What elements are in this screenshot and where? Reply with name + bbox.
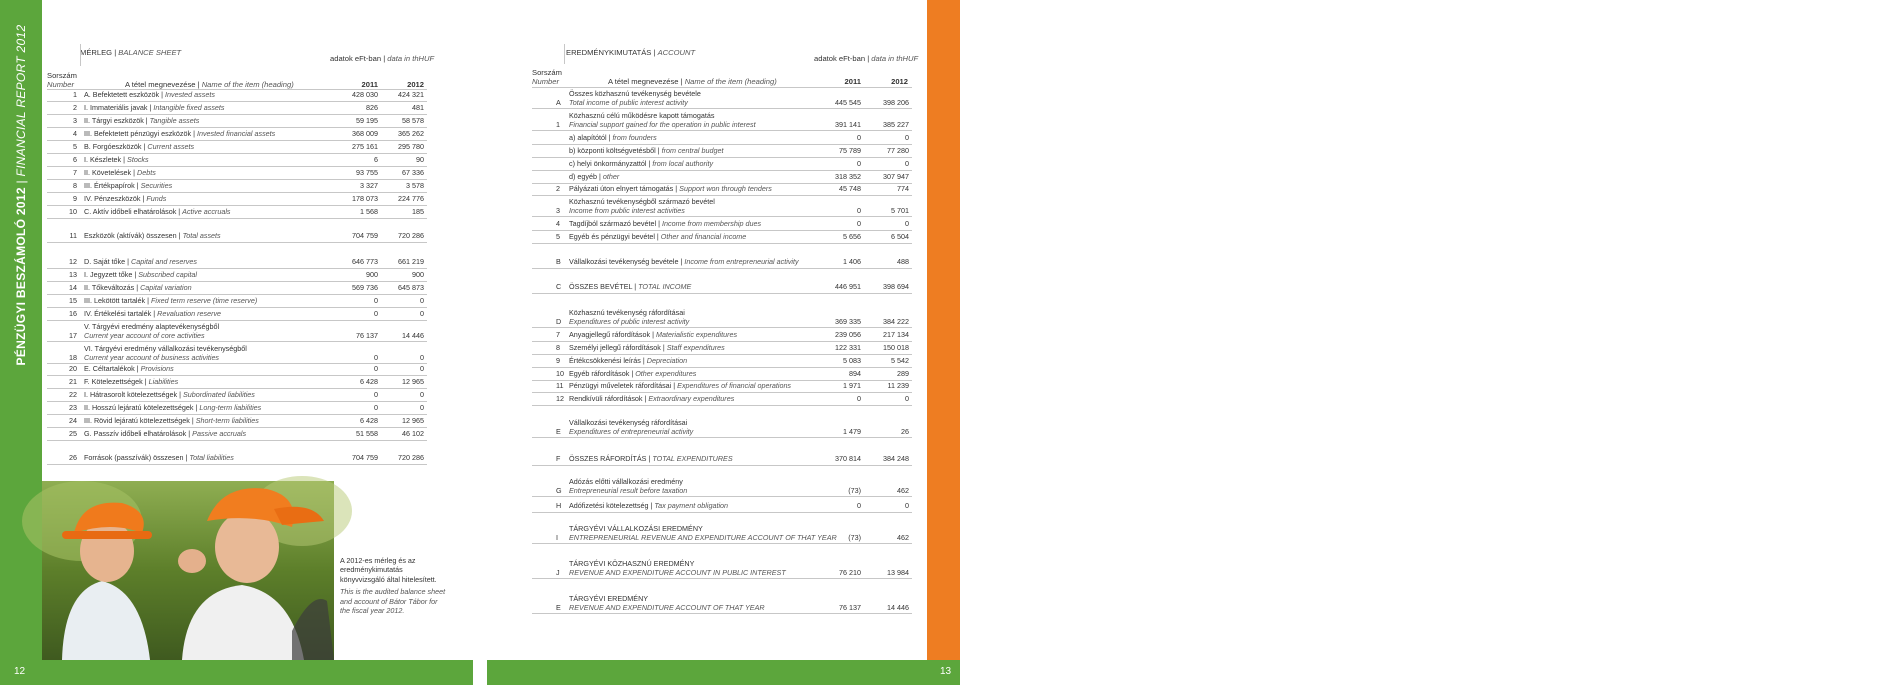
row-divider [532, 216, 912, 217]
photo-caption [340, 556, 448, 618]
balance-value-2012: 661 219 [398, 257, 424, 266]
balance-row-label: D. Saját tőke | Capital and reserves [84, 257, 197, 266]
income-value-2011: 369 335 [835, 317, 861, 326]
balance-row-label: V. Tárgyévi eredmény alaptevékenységből [84, 322, 220, 331]
income-row-label: Tagdíjból származó bevétel | Income from membership dues [569, 219, 762, 228]
row-divider [532, 543, 912, 544]
row-divider [47, 440, 427, 441]
row-divider [47, 101, 427, 102]
row-divider [47, 114, 427, 115]
balance-row-number: 2 [73, 103, 77, 112]
income-value-2012: 384 222 [883, 317, 909, 326]
income-row-label: d) egyéb | other [569, 172, 620, 181]
balance-row-label: IV. Pénzeszközök | Funds [84, 194, 167, 203]
balance-value-2012: 0 [420, 296, 424, 305]
balance-value-2012: 90 [416, 155, 424, 164]
income-value-2011: 0 [857, 501, 861, 510]
page-number-left: 12 [14, 666, 26, 677]
balance-value-2011: 0 [374, 309, 378, 318]
balance-row-label: III. Befektetett pénzügyi eszközök | Invested financial assets [84, 129, 276, 138]
balance-value-2011: 0 [374, 296, 378, 305]
balance-row-number: 12 [69, 257, 77, 266]
row-divider [47, 166, 427, 167]
income-row-label: Anyagjellegű ráfordítások | Materialistic expenditures [569, 330, 738, 339]
income-col-item: A tétel megnevezése | Name of the item (heading) [608, 77, 777, 86]
balance-row-label: II. Tőkeváltozás | Capital variation [84, 283, 192, 292]
income-row-label-en: ENTREPRENEURIAL REVENUE AND EXPENDITURE ACCOUNT OF THAT YEAR [569, 533, 837, 542]
balance-value-2012: 424 321 [398, 90, 424, 99]
income-value-2011: 122 331 [835, 343, 861, 352]
row-divider [532, 578, 912, 579]
footer-bar-left [0, 660, 473, 685]
income-value-2011: 0 [857, 219, 861, 228]
income-value-2011: 0 [857, 394, 861, 403]
balance-value-2011: 275 161 [352, 142, 378, 151]
balance-row-number: 4 [73, 129, 77, 138]
balance-row-number: 17 [69, 331, 77, 340]
income-value-2011: (73) [848, 486, 861, 495]
income-row-label-en: REVENUE AND EXPENDITURE ACCOUNT OF THAT YEAR [569, 603, 765, 612]
balance-value-2012: 14 446 [402, 331, 424, 340]
income-value-2012: 307 947 [883, 172, 909, 181]
balance-col-2011: 2011 [361, 80, 378, 89]
income-value-2011: 445 545 [835, 98, 861, 107]
income-value-2011: 370 814 [835, 454, 861, 463]
income-row-label: Rendkívüli ráfordítások | Extraordinary expenditures [569, 394, 735, 403]
balance-row-label: F. Kötelezettségek | Liabilities [84, 377, 179, 386]
income-value-2012: 462 [897, 486, 909, 495]
income-value-2011: 894 [849, 369, 861, 378]
balance-value-2011: 569 736 [352, 283, 378, 292]
income-value-2012: 0 [905, 133, 909, 142]
balance-value-2012: 0 [420, 390, 424, 399]
left-sidebar [0, 0, 42, 685]
income-unit: adatok eFt-ban | data in thHUF [814, 54, 919, 63]
income-value-2012: 385 227 [883, 120, 909, 129]
income-value-2011: (73) [848, 533, 861, 542]
income-value-2012: 462 [897, 533, 909, 542]
balance-value-2011: 51 558 [356, 429, 378, 438]
income-row-label: Adózás előtti vállalkozási eredmény [569, 477, 683, 486]
balance-row-number: 25 [69, 429, 77, 438]
footer-bar-right [487, 660, 960, 685]
income-row-label: Pénzügyi műveletek ráfordításai | Expenditures of financial operations [569, 381, 792, 390]
income-col-number: Sorszám [532, 68, 562, 77]
balance-row-label: III. Értékpapírok | Securities [84, 181, 173, 190]
income-value-2011: 391 141 [835, 120, 861, 129]
row-divider [532, 130, 912, 131]
row-divider [47, 281, 427, 282]
row-divider [47, 153, 427, 154]
income-value-2012: 217 134 [883, 330, 909, 339]
balance-row-label: II. Követelések | Debts [84, 168, 156, 177]
balance-row-number: 6 [73, 155, 77, 164]
row-divider [47, 401, 427, 402]
income-row-label: a) alapítótól | from founders [569, 133, 657, 142]
balance-row-label: II. Tárgyi eszközök | Tangible assets [84, 116, 200, 125]
income-value-2012: 488 [897, 257, 909, 266]
balance-value-2012: 720 286 [398, 231, 424, 240]
income-row-label: Vállalkozási tevékenység ráfordításai [569, 418, 688, 427]
balance-title: MÉRLEG | BALANCE SHEET [80, 48, 182, 57]
balance-row-label-en: Current year account of core activities [84, 331, 205, 340]
balance-row-number: 14 [69, 283, 77, 292]
balance-row-label: VI. Tárgyévi eredmény vállalkozási tevékenységből [84, 344, 247, 353]
balance-value-2012: 0 [420, 353, 424, 362]
balance-row-number: 21 [69, 377, 77, 386]
income-row-label: Közhasznú tevékenységből származó bevétel [569, 197, 715, 206]
right-sidebar [927, 0, 1877, 685]
row-divider [532, 613, 912, 614]
income-row-label: ÖSSZES BEVÉTEL | TOTAL INCOME [569, 282, 692, 291]
balance-value-2012: 12 965 [402, 377, 424, 386]
row-divider [47, 307, 427, 308]
income-value-2011: 76 137 [839, 603, 861, 612]
row-divider [47, 205, 427, 206]
row-divider [47, 140, 427, 141]
balance-row-number: 16 [69, 309, 77, 318]
balance-row-number: 10 [69, 207, 77, 216]
income-value-2011: 76 210 [839, 568, 861, 577]
income-row-label: c) helyi önkormányzattól | from local authority [569, 159, 714, 168]
income-row-label: TÁRGYÉVI VÁLLALKOZÁSI EREDMÉNY [569, 524, 703, 533]
balance-row-label: II. Hosszú lejáratú kötelezettségek | Long-term liabilities [84, 403, 262, 412]
income-title: EREDMÉNYKIMUTATÁS | ACCOUNT [566, 48, 696, 57]
income-row-number: A [556, 98, 561, 107]
balance-row-label: I. Hátrasorolt kötelezettségek | Subordinated liabilities [84, 390, 255, 399]
photo-children [42, 481, 334, 660]
balance-value-2011: 6 [374, 155, 378, 164]
balance-row-label: Források (passzívák) összesen | Total liabilities [84, 453, 234, 462]
row-divider [47, 268, 427, 269]
balance-row-number: 7 [73, 168, 77, 177]
row-divider [532, 144, 912, 145]
row-divider [47, 127, 427, 128]
balance-row-label: B. Forgóeszközök | Current assets [84, 142, 195, 151]
income-row-label: Közhasznú célú működésre kapott támogatás [569, 111, 715, 120]
income-row-number: G [556, 486, 562, 495]
income-row-label: Értékcsökkenési leírás | Depreciation [569, 356, 688, 365]
row-divider [532, 367, 912, 368]
balance-row-number: 22 [69, 390, 77, 399]
income-row-number: C [556, 282, 562, 291]
income-row-label: Egyéb ráfordítások | Other expenditures [569, 369, 697, 378]
income-row-label: Egyéb és pénzügyi bevétel | Other and financial income [569, 232, 747, 241]
income-col-2012: 2012 [891, 77, 908, 86]
balance-col-number: Sorszám [47, 71, 77, 80]
balance-col-2012: 2012 [407, 80, 424, 89]
row-divider [532, 243, 912, 244]
balance-row-label: G. Passzív időbeli elhatárolások | Passive accruals [84, 429, 247, 438]
balance-value-2012: 224 776 [398, 194, 424, 203]
balance-row-label: C. Aktív időbeli elhatárolások | Active accruals [84, 207, 231, 216]
balance-row-number: 3 [73, 116, 77, 125]
balance-value-2012: 12 965 [402, 416, 424, 425]
income-value-2012: 289 [897, 369, 909, 378]
row-divider [532, 341, 912, 342]
income-row-label: Pályázati úton elnyert támogatás | Support won through tenders [569, 184, 772, 193]
income-value-2012: 5 701 [891, 206, 909, 215]
balance-value-2012: 481 [412, 103, 424, 112]
income-row-number: 3 [556, 206, 560, 215]
row-divider [532, 293, 912, 294]
balance-value-2011: 0 [374, 364, 378, 373]
income-row-label-en: Income from public interest activities [569, 206, 685, 215]
income-value-2011: 239 056 [835, 330, 861, 339]
row-divider [532, 465, 912, 466]
income-row-number: H [556, 501, 562, 510]
balance-col-number-en: Number [47, 80, 75, 89]
row-divider [47, 464, 427, 465]
income-row-number: 1 [556, 120, 560, 129]
income-value-2012: 6 504 [891, 232, 909, 241]
income-row-label: Összes közhasznú tevékenység bevétele [569, 89, 701, 98]
income-row-number: B [556, 257, 561, 266]
balance-unit: adatok eFt-ban | data in thHUF [330, 54, 435, 63]
row-divider [47, 320, 427, 321]
balance-row-label: I. Immateriális javak | Intangible fixed assets [84, 103, 225, 112]
balance-row-number: 13 [69, 270, 77, 279]
balance-row-label: A. Befektetett eszközök | Invested assets [84, 90, 215, 99]
balance-value-2011: 3 327 [360, 181, 378, 190]
balance-row-label: III. Rövid lejáratú kötelezettségek | Short-term liabilities [84, 416, 259, 425]
row-divider [532, 354, 912, 355]
balance-value-2012: 46 102 [402, 429, 424, 438]
income-row-number: 8 [556, 343, 560, 352]
row-divider [47, 294, 427, 295]
income-value-2012: 774 [897, 184, 909, 193]
income-row-label-en: Financial support gained for the operation in public interest [569, 120, 756, 129]
income-row-number: 11 [556, 381, 564, 390]
income-value-2011: 446 951 [835, 282, 861, 291]
balance-row-number: 20 [69, 364, 77, 373]
balance-value-2011: 428 030 [352, 90, 378, 99]
row-divider [532, 496, 912, 497]
income-value-2011: 45 748 [839, 184, 861, 193]
income-row-number: F [556, 454, 561, 463]
income-row-label: ÖSSZES RÁFORDÍTÁS | TOTAL EXPENDITURES [569, 454, 733, 463]
row-divider [532, 157, 912, 158]
income-row-number: 12 [556, 394, 564, 403]
row-divider [532, 108, 912, 109]
row-divider [47, 388, 427, 389]
income-value-2012: 0 [905, 394, 909, 403]
income-row-number: 10 [556, 369, 564, 378]
page-number-right: 13 [940, 666, 952, 677]
income-row-number: I [556, 533, 558, 542]
income-value-2012: 13 984 [887, 568, 909, 577]
income-row-label-en: Entrepreneurial result before taxation [569, 486, 688, 495]
balance-value-2012: 67 336 [402, 168, 424, 177]
income-row-label: Vállalkozási tevékenység bevétele | Income from entrepreneurial activity [569, 257, 799, 266]
balance-value-2011: 6 428 [360, 416, 378, 425]
balance-value-2011: 0 [374, 403, 378, 412]
balance-value-2012: 365 262 [398, 129, 424, 138]
balance-row-number: 18 [69, 353, 77, 362]
income-row-number: E [556, 603, 561, 612]
caption-en: This is the audited balance sheet and account of Bátor Tábor for the fiscal year 2012. [340, 587, 446, 616]
balance-col-item: A tétel megnevezése | Name of the item (heading) [125, 80, 294, 89]
balance-value-2012: 900 [412, 270, 424, 279]
balance-value-2011: 93 755 [356, 168, 378, 177]
balance-value-2011: 704 759 [352, 231, 378, 240]
balance-value-2012: 0 [420, 309, 424, 318]
balance-row-label: Eszközök (aktívák) összesen | Total assets [84, 231, 221, 240]
income-row-number: 5 [556, 232, 560, 241]
row-divider [532, 437, 912, 438]
balance-value-2011: 900 [366, 270, 378, 279]
row-divider [47, 179, 427, 180]
balance-value-2012: 645 873 [398, 283, 424, 292]
row-divider [532, 195, 912, 196]
income-row-label: b) központi költségvetésből | from central budget [569, 146, 724, 155]
row-divider [47, 242, 427, 243]
income-col-2011: 2011 [844, 77, 861, 86]
income-value-2011: 5 083 [843, 356, 861, 365]
right-sidebar-title: PÉNZÜGYI BESZÁMOLÓ 2012 | FINANCIAL REPORT 2012 [1863, 44, 1877, 386]
income-row-label-en: Total income of public interest activity [569, 98, 688, 107]
balance-value-2012: 185 [412, 207, 424, 216]
income-value-2012: 150 018 [883, 343, 909, 352]
income-row-number: J [556, 568, 560, 577]
balance-value-2012: 720 286 [398, 453, 424, 462]
balance-value-2011: 6 428 [360, 377, 378, 386]
balance-row-label: IV. Értékelési tartalék | Revaluation reserve [84, 309, 222, 318]
balance-row-number: 23 [69, 403, 77, 412]
balance-row-number: 1 [73, 90, 77, 99]
income-value-2012: 77 280 [887, 146, 909, 155]
balance-value-2012: 58 578 [402, 116, 424, 125]
balance-value-2011: 704 759 [352, 453, 378, 462]
income-value-2011: 0 [857, 206, 861, 215]
balance-row-number: 8 [73, 181, 77, 190]
balance-value-2011: 1 568 [360, 207, 378, 216]
income-value-2012: 14 446 [887, 603, 909, 612]
left-sidebar-title: PÉNZÜGYI BESZÁMOLÓ 2012 | FINANCIAL REPORT 2012 [14, 24, 28, 366]
income-value-2011: 5 656 [843, 232, 861, 241]
balance-value-2011: 646 773 [352, 257, 378, 266]
balance-value-2012: 0 [420, 403, 424, 412]
income-value-2011: 1 971 [843, 381, 861, 390]
income-value-2011: 318 352 [835, 172, 861, 181]
balance-value-2011: 59 195 [356, 116, 378, 125]
row-divider [532, 392, 912, 393]
income-value-2012: 0 [905, 159, 909, 168]
row-divider [47, 414, 427, 415]
balance-row-number: 26 [69, 453, 77, 462]
income-row-number: E [556, 427, 561, 436]
row-divider [532, 327, 912, 328]
income-row-label-en: Expenditures of entrepreneurial activity [569, 427, 694, 436]
balance-value-2011: 178 073 [352, 194, 378, 203]
balance-value-2011: 826 [366, 103, 378, 112]
income-row-number: 7 [556, 330, 560, 339]
balance-row-label: III. Lekötött tartalék | Fixed term reserve (time reserve) [84, 296, 258, 305]
balance-row-number: 15 [69, 296, 77, 305]
row-divider [47, 192, 427, 193]
income-row-label-en: REVENUE AND EXPENDITURE ACCOUNT IN PUBLIC INTEREST [569, 568, 786, 577]
income-row-label: Közhasznú tevékenység ráfordításai [569, 308, 685, 317]
income-row-label: Személyi jellegű ráfordítások | Staff expenditures [569, 343, 725, 352]
income-value-2012: 0 [905, 219, 909, 228]
income-row-number: 2 [556, 184, 560, 193]
balance-row-number: 11 [69, 231, 77, 240]
balance-row-number: 5 [73, 142, 77, 151]
income-value-2011: 1 406 [843, 257, 861, 266]
row-divider [47, 375, 427, 376]
balance-value-2011: 368 009 [352, 129, 378, 138]
row-divider [47, 341, 427, 342]
balance-value-2011: 0 [374, 390, 378, 399]
balance-value-2011: 76 137 [356, 331, 378, 340]
income-row-number: 9 [556, 356, 560, 365]
income-row-label: Adófizetési kötelezettség | Tax payment obligation [569, 501, 729, 510]
balance-row-label: E. Céltartalékok | Provisions [84, 364, 174, 373]
balance-value-2012: 0 [420, 364, 424, 373]
balance-value-2011: 0 [374, 353, 378, 362]
row-divider [532, 170, 912, 171]
income-value-2011: 75 789 [839, 146, 861, 155]
income-value-2012: 26 [901, 427, 909, 436]
income-row-label: TÁRGYÉVI KÖZHASZNÚ EREDMÉNY [569, 559, 695, 568]
income-row-number: D [556, 317, 562, 326]
income-value-2011: 1 479 [843, 427, 861, 436]
balance-row-label: I. Jegyzett tőke | Subscribed capital [84, 270, 197, 279]
income-value-2012: 384 248 [883, 454, 909, 463]
balance-row-number: 9 [73, 194, 77, 203]
income-value-2012: 11 239 [887, 381, 909, 390]
balance-row-label: I. Készletek | Stocks [84, 155, 149, 164]
income-row-label: TÁRGYÉVI EREDMÉNY [569, 594, 649, 603]
income-row-number: 4 [556, 219, 560, 228]
row-divider [47, 218, 427, 219]
row-divider [532, 268, 912, 269]
income-col-number-en: Number [532, 77, 560, 86]
income-value-2012: 398 694 [883, 282, 909, 291]
income-value-2012: 0 [905, 501, 909, 510]
balance-row-label-en: Current year account of business activities [84, 353, 220, 362]
row-divider [47, 427, 427, 428]
balance-row-number: 24 [69, 416, 77, 425]
income-value-2011: 0 [857, 159, 861, 168]
row-divider [532, 230, 912, 231]
income-value-2012: 398 206 [883, 98, 909, 107]
row-divider [532, 512, 912, 513]
balance-value-2012: 3 578 [406, 181, 424, 190]
income-value-2012: 5 542 [891, 356, 909, 365]
row-divider [532, 405, 912, 406]
balance-value-2012: 295 780 [398, 142, 424, 151]
caption-hu: A 2012-es mérleg és az eredménykimutatás könyvvizsgáló által hitelesített. [340, 556, 437, 584]
income-row-label-en: Expenditures of public interest activity [569, 317, 690, 326]
income-value-2011: 0 [857, 133, 861, 142]
